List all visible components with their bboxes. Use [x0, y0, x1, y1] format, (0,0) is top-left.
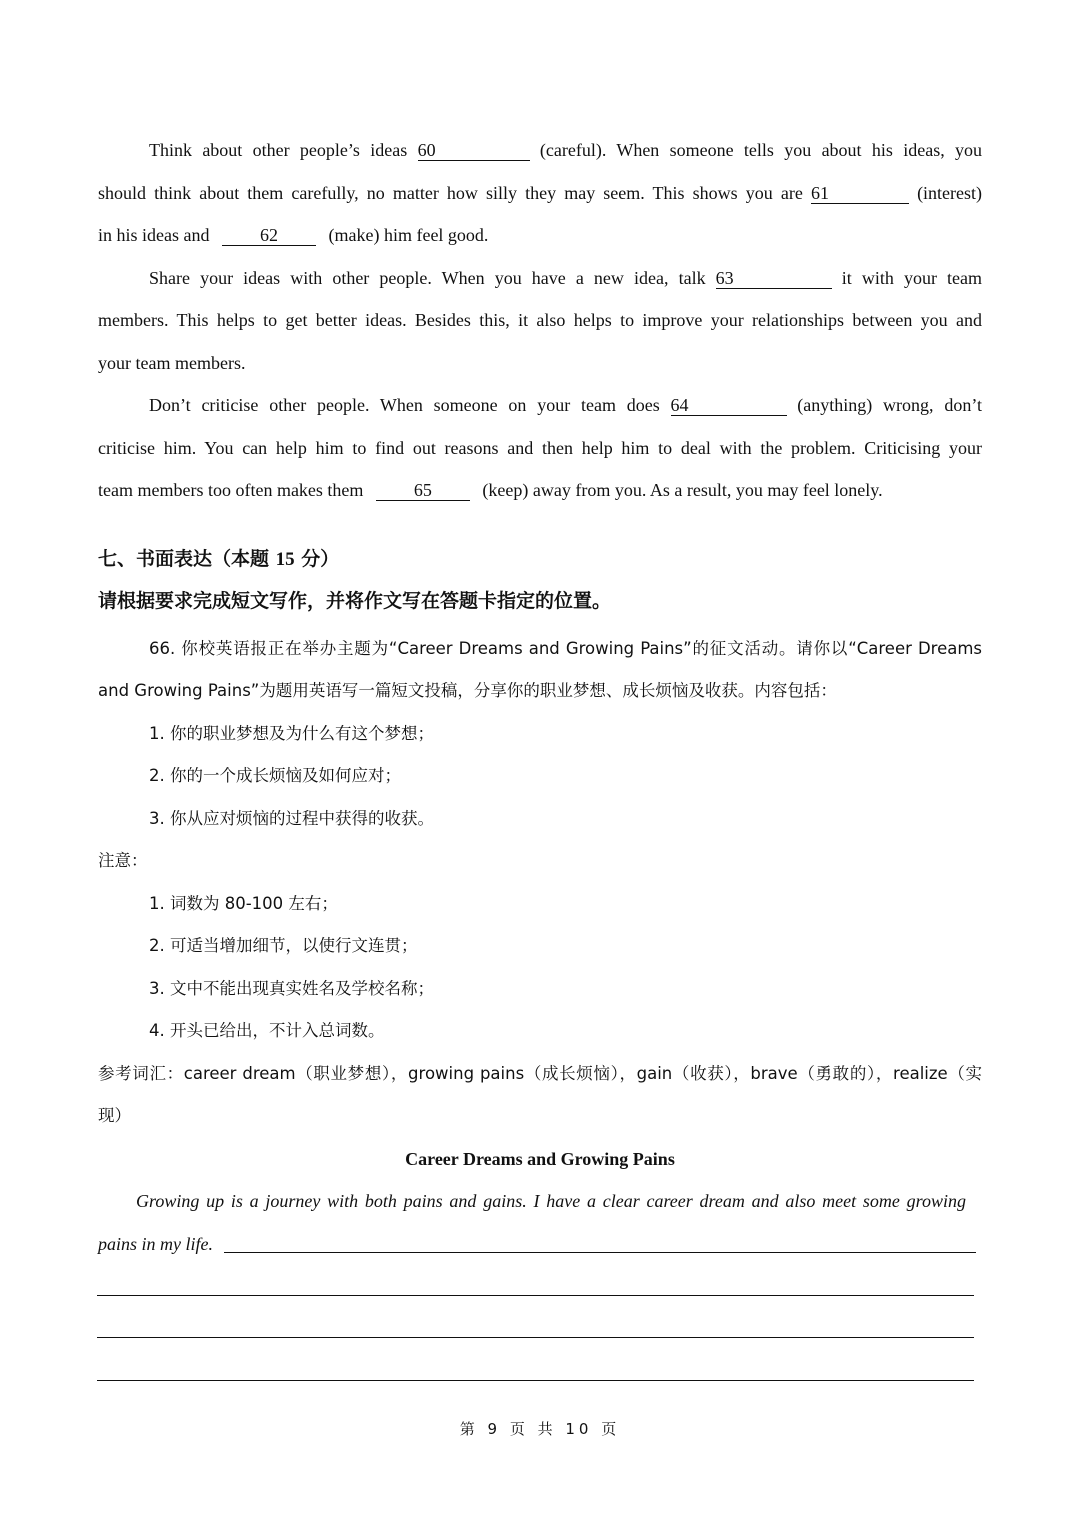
text-segment: Don’t criticise other people. When someone on your team does: [149, 395, 660, 415]
passage-p1-line1: [149, 137, 982, 163]
text-segment: (anything) wrong, don’t: [797, 395, 982, 415]
blank-64: 64: [671, 395, 787, 416]
writing-line-2: [97, 1295, 974, 1296]
text-segment: Think about other people’s ideas: [149, 140, 408, 160]
text-segment: (make) him feel good.: [328, 225, 489, 245]
section-instruction: 请根据要求完成短文写作，并将作文写在答题卡指定的位置。: [98, 590, 612, 612]
page-footer: 第 9 页 共 10 页: [459, 1420, 621, 1438]
text-segment: (interest): [917, 183, 983, 203]
text-segment: (careful). When someone tells you about his ideas, you: [539, 140, 983, 160]
task-line2: and Growing Pains”为题用英语写一篇短文投稿，分享你的职业梦想、成长烦恼及收获。内容包括：: [98, 681, 837, 700]
passage-p2-line1: [149, 265, 982, 291]
passage-p1-line3: [98, 222, 982, 248]
text-segment: team members too often makes them: [98, 480, 364, 500]
text-segment: should think about them carefully, no matter how silly they may seem. This shows you are: [98, 183, 803, 203]
essay-opening-line1: Growing up is a journey with both pains and gains. I have a clear career dream and also meet some growing: [136, 1191, 966, 1211]
blank-61: 61: [811, 183, 909, 204]
section-heading: [98, 545, 339, 574]
blank-63: 63: [716, 268, 832, 289]
text-segment: in his ideas and: [98, 225, 210, 245]
note-2: 2. 可适当增加细节，以使行文连贯；: [149, 936, 418, 955]
heading-text: 分）: [294, 548, 340, 570]
note-1: 1. 词数为 80-100 左右；: [149, 894, 338, 913]
blank-65: 65: [376, 480, 470, 501]
passage-p3-line3: [98, 477, 982, 503]
blank-62: 62: [222, 225, 316, 246]
passage-p3-line1: [149, 392, 982, 418]
text-segment: Share your ideas with other people. When you have a new idea, talk: [149, 268, 706, 288]
passage-p1-line2: [98, 180, 982, 206]
text-segment: it with your team: [841, 268, 983, 288]
heading-score: 15: [275, 549, 295, 570]
note-4: 4. 开头已给出，不计入总词数。: [149, 1021, 385, 1040]
writing-line-3: [97, 1337, 974, 1338]
essay-title: Career Dreams and Growing Pains: [405, 1149, 675, 1169]
vocab-line1: 参考词汇：career dream（职业梦想），growing pains（成长烦恼），gain（收获），brave（勇敢的），realize（实: [98, 1064, 982, 1083]
passage-p2-line3: your team members.: [98, 353, 246, 373]
note-label: 注意：: [98, 851, 148, 870]
passage-p2-line2: members. This helps to get better ideas. Besides this, it also helps to improve your relationships between you and: [98, 310, 982, 330]
content-point-1: 1. 你的职业梦想及为什么有这个梦想；: [149, 724, 434, 743]
content-point-2: 2. 你的一个成长烦恼及如何应对；: [149, 766, 401, 785]
vocab-line2: 现）: [98, 1106, 131, 1125]
task-line1: 66. 你校英语报正在举办主题为“Career Dreams and Growing Pains”的征文活动。请你以“Career Dreams: [149, 639, 982, 658]
essay-opening-line2: pains in my life.: [98, 1234, 213, 1254]
content-point-3: 3. 你从应对烦恼的过程中获得的收获。: [149, 809, 434, 828]
passage-p3-line2: criticise him. You can help him to find out reasons and then help him to deal with the problem. Criticising your: [98, 438, 982, 458]
blank-60: 60: [418, 140, 530, 161]
writing-line-1: [224, 1252, 976, 1253]
writing-line-4: [97, 1380, 974, 1381]
note-3: 3. 文中不能出现真实姓名及学校名称；: [149, 979, 434, 998]
heading-text: 七、书面表达（本题: [98, 548, 276, 570]
text-segment: (keep) away from you. As a result, you may feel lonely.: [482, 480, 883, 500]
